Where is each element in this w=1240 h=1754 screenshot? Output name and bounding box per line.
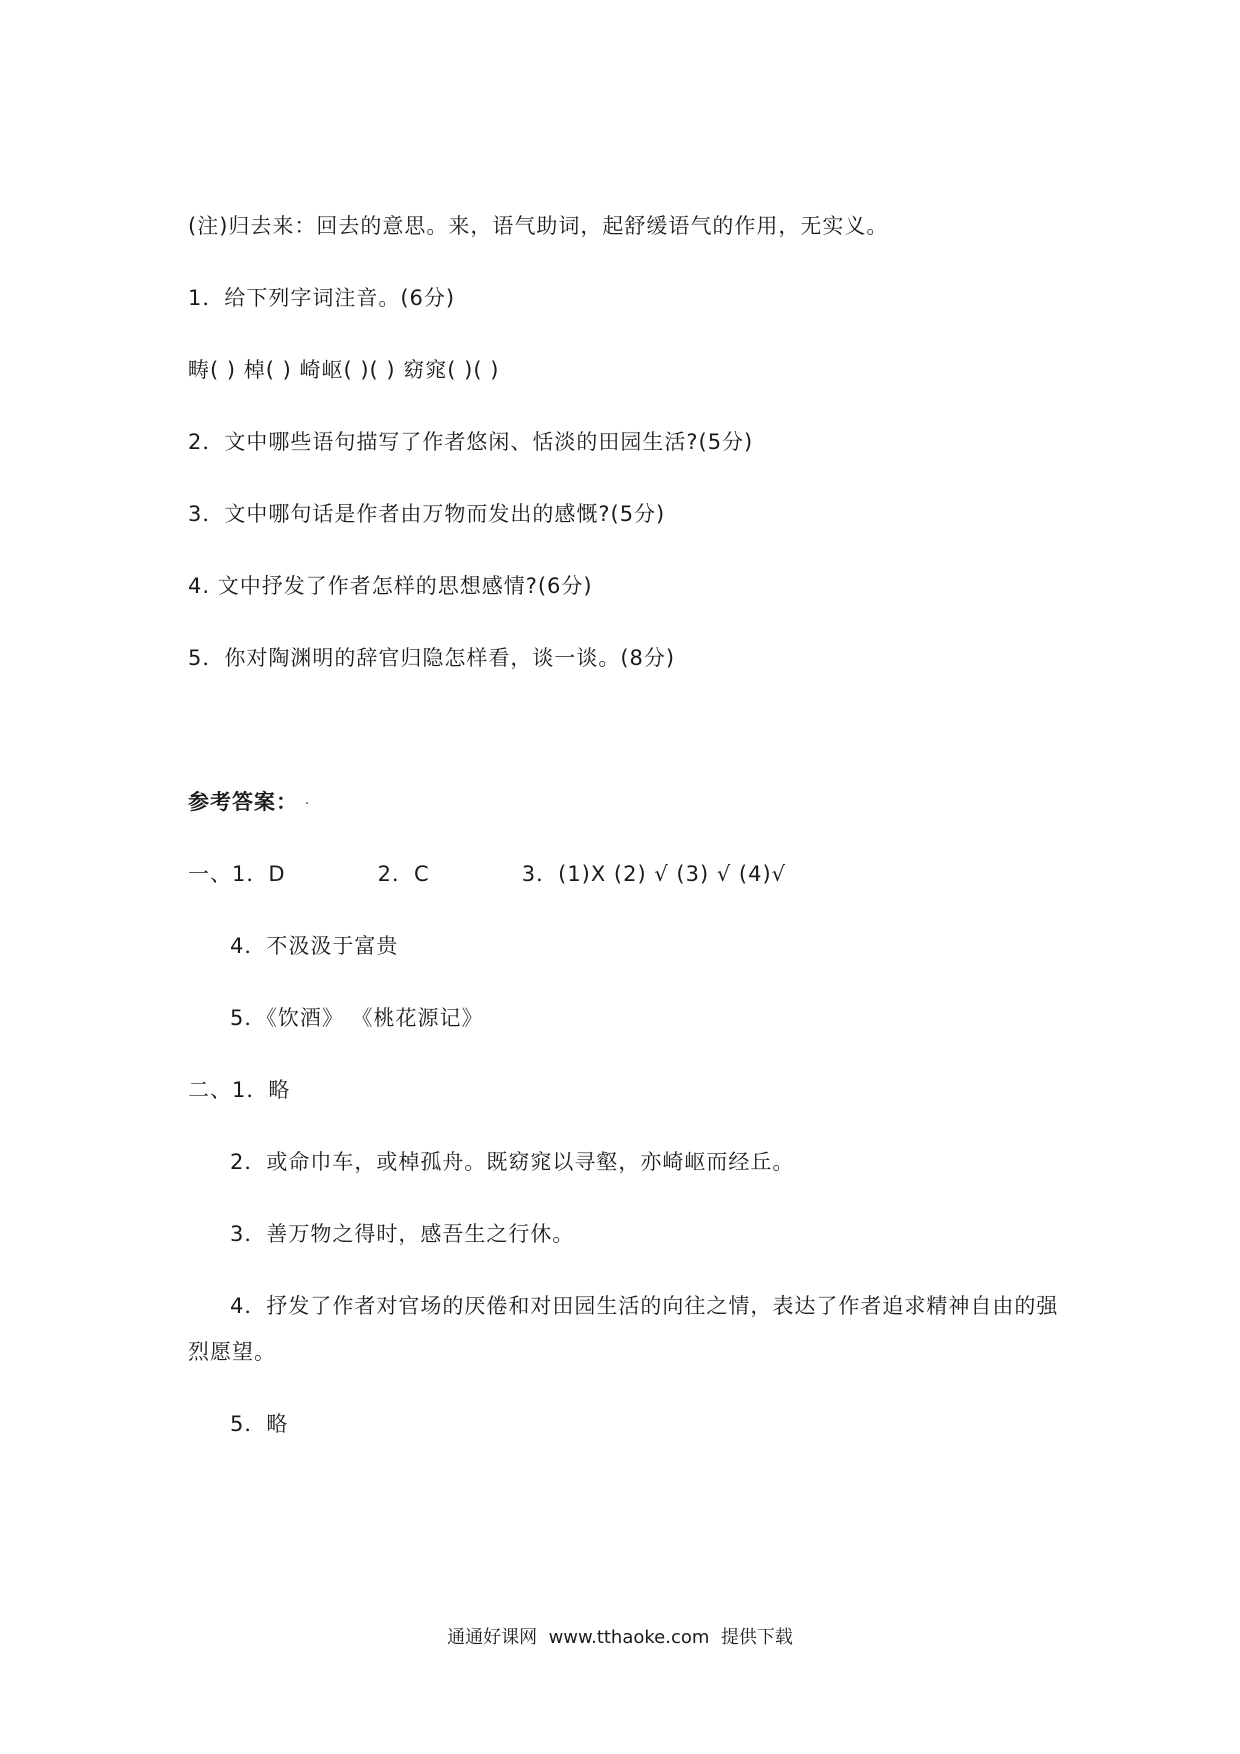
answer-part2-item2: 2．或命巾车，或棹孤舟。既窈窕以寻壑，亦崎岖而经丘。 [230, 1150, 795, 1174]
question-3: 3．文中哪句话是作者由万物而发出的感慨?(5分) [188, 502, 666, 526]
answer-part2-item5: 5．略 [230, 1412, 289, 1436]
answer-part1-item5: 5．《饮酒》 《桃花源记》 [230, 1006, 484, 1030]
question-1: 1．给下列字词注音。(6分) [188, 286, 456, 310]
question-2: 2．文中哪些语句描写了作者悠闲、恬淡的田园生活?(5分) [188, 430, 754, 454]
answer-part1-line1: 一、1．D 2．C 3．(1)X (2) √ (3) √ (4)√ [188, 862, 787, 886]
answers-heading-text: 参考答案： [188, 790, 298, 814]
footer-download-note: 通通好课网 www.tthaoke.com 提供下载 [447, 1627, 793, 1648]
question-5: 5．你对陶渊明的辞官归隐怎样看，谈一谈。(8分) [188, 646, 676, 670]
question-1-characters: 畴( ) 棹( ) 崎岖( )( ) 窈窕( )( ) [188, 358, 500, 382]
answer-part2-line1: 二、1．略 [188, 1078, 291, 1102]
answers-heading [188, 788, 308, 816]
answer-part1-item4: 4．不汲汲于富贵 [230, 934, 399, 958]
stray-mark [306, 802, 308, 804]
question-4: 4. 文中抒发了作者怎样的思想感情?(6分) [188, 574, 593, 598]
answer-part2-item4-line-a: 4．抒发了作者对官场的厌倦和对田园生活的向往之情，表达了作者追求精神自由的强 [230, 1294, 1059, 1318]
note-text: (注)归去来：回去的意思。来，语气助词，起舒缓语气的作用，无实义。 [188, 214, 889, 238]
answer-part2-item4-line-b: 烈愿望。 [188, 1340, 276, 1364]
answer-part2-item3: 3．善万物之得时，感吾生之行休。 [230, 1222, 575, 1246]
